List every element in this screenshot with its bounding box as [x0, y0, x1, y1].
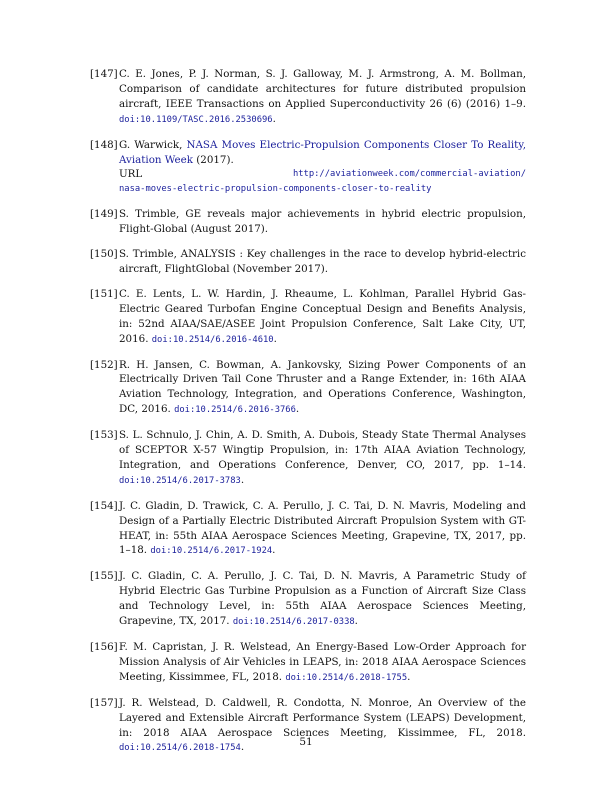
reference-text: C. E. Lents, L. W. Hardin, J. Rheaume, L. Kohlman, Parallel Hybrid Gas-Electric Geared Turbofan Engine Conceptual Design and Benefits Analysis, in: 52nd AIAA/SAE/ASEE Joint Propulsion Conference, Salt Lake City, UT, 2016. [119, 287, 526, 345]
reference-151: [151] C. E. Lents, L. W. Hardin, J. Rheaume, L. Kohlman, Parallel Hybrid Gas-Electric Geared Turbofan Engine Conceptual Design and Benefits Analysis, in: 52nd AIAA/SAE/ASEE Joint Propulsion Conference, Salt Lake City, UT, 2016. doi:10.2514/6.2016-4610. [90, 287, 526, 345]
reference-number: [152] [90, 358, 118, 371]
reference-text: F. M. Capristan, J. R. Welstead, An Energy-Based Low-Order Approach for Mission Analysis of Air Vehicles in LEAPS, in: 2018 AIAA Aerospace Sciences Meeting, Kissimmee, FL, 2018. [119, 641, 526, 683]
reference-number: [157] [90, 696, 118, 709]
reference-number: [156] [90, 641, 118, 653]
reference-text: S. Trimble, GE reveals major achievements in hybrid electric propulsion, Flight-Global (August 2017). [119, 208, 526, 236]
title-link[interactable]: NASA Moves Electric-Propulsion Components Closer To Reality, Aviation Week [119, 138, 526, 166]
reference-number: [148] [90, 138, 118, 151]
reference-number: [147] [90, 68, 118, 80]
reference-text: J. C. Gladin, D. Trawick, C. A. Perullo, J. C. Tai, D. N. Mavris, Modeling and Design of a Partially Electric Distributed Aircraft Propulsion System with GT-HEAT, in: 55th AIAA Aerospace Sciences Meeting, Grapevine, TX, 2017, pp. 1–18. [119, 499, 526, 557]
doi-link[interactable]: doi:10.1109/TASC.2016.2530696 [119, 114, 273, 125]
reference-text: S. Trimble, ANALYSIS : Key challenges in the race to develop hybrid-electric aircraft, FlightGlobal (November 2017). [119, 248, 526, 275]
reference-157: [157] J. R. Welstead, D. Caldwell, R. Condotta, N. Monroe, An Overview of the Layered and Extensible Aircraft Performance System (LEAPS) Development, in: 2018 AIAA Aerospace Sciences Meeting, Kissimmee, FL, 2018. doi:10.2514/6.2018-1754. [90, 696, 526, 754]
reference-148 [90, 138, 526, 198]
url-link-part1[interactable]: http://aviationweek.com/commercial-aviation/ [292, 169, 526, 180]
url-line [119, 167, 526, 182]
reference-list [90, 67, 526, 766]
reference-number: [149] [90, 208, 118, 221]
reference-number: [151] [90, 287, 118, 300]
doi-link[interactable]: doi:10.2514/6.2017-0338 [232, 617, 355, 628]
doi-link[interactable]: doi:10.2514/6.2018-1754 [119, 743, 241, 754]
reference-149 [90, 207, 526, 237]
reference-author: G. Warwick, [119, 138, 187, 151]
doi-link[interactable]: doi:10.2514/6.2016-4610 [151, 334, 274, 345]
reference-year: (2017). [192, 153, 234, 166]
reference-number: [154] [90, 499, 118, 512]
reference-147: [147] C. E. Jones, P. J. Norman, S. J. Galloway, M. J. Armstrong, A. M. Bollman, Comparison of candidate architectures for future distributed propulsion aircraft, IEEE Transactions on Applied Superconductivity 26 (6) (2016) 1–9. doi:10.1109/TASC.2016.2530696. [90, 68, 526, 125]
reference-text: S. L. Schnulo, J. Chin, A. D. Smith, A. Dubois, Steady State Thermal Analyses of SCEPTOR X-57 Wingtip Propulsion, in: 17th AIAA Aviation Technology, Integration, and Operations Conference, Denver, CO, 2017, pp. 1–14. [119, 429, 526, 471]
reference-152: [152] R. H. Jansen, C. Bowman, A. Jankovsky, Sizing Power Components of an Electrically Driven Tail Cone Thruster and a Range Extender, in: 16th AIAA Aviation Technology, Integration, and Operations Conference, Washington, DC, 2016. doi:10.2514/6.2016-3766. [90, 358, 526, 416]
reference-text: C. E. Jones, P. J. Norman, S. J. Galloway, M. J. Armstrong, A. M. Bollman, Comparison of candidate architectures for future distributed propulsion aircraft, IEEE Transactions on Applied Superconductivity 26 (6) (2016) 1–9. [119, 68, 526, 110]
reference-number: [150] [90, 248, 118, 261]
reference-150 [90, 247, 526, 277]
reference-153: [153] S. L. Schnulo, J. Chin, A. D. Smith, A. Dubois, Steady State Thermal Analyses of SCEPTOR X-57 Wingtip Propulsion, in: 17th AIAA Aviation Technology, Integration, and Operations Conference, Denver, CO, 2017, pp. 1–14. doi:10.2514/6.2017-3783. [90, 429, 526, 486]
page-number: 51 [299, 736, 313, 748]
doi-link[interactable]: doi:10.2514/6.2018-1755 [285, 672, 408, 683]
url-label: URL [119, 168, 143, 181]
reference-155: [155] J. C. Gladin, C. A. Perullo, J. C. Tai, D. N. Mavris, A Parametric Study of Hybrid Electric Gas Turbine Propulsion as a Function of Aircraft Size Class and Technology Level, in: 55th AIAA Aerospace Sciences Meeting, Grapevine, TX, 2017. doi:10.2514/6.2017-0338. [90, 570, 526, 628]
reference-text: J. C. Gladin, C. A. Perullo, J. C. Tai, D. N. Mavris, A Parametric Study of Hybrid Electric Gas Turbine Propulsion as a Function of Aircraft Size Class and Technology Level, in: 55th AIAA Aerospace Sciences Meeting, Grapevine, TX, 2017. [119, 570, 526, 628]
doi-link[interactable]: doi:10.2514/6.2017-3783 [119, 475, 241, 486]
reference-number: [155] [90, 570, 118, 583]
doi-link[interactable]: doi:10.2514/6.2017-1924 [150, 546, 273, 557]
reference-number: [153] [90, 429, 118, 442]
reference-text: J. R. Welstead, D. Caldwell, R. Condotta, N. Monroe, An Overview of the Layered and Extensible Aircraft Performance System (LEAPS) Development, in: 2018 AIAA Aerospace Sciences Meeting, Kissimmee, FL, 2018. [119, 696, 526, 739]
reference-156: [156] F. M. Capristan, J. R. Welstead, An Energy-Based Low-Order Approach for Mission Analysis of Air Vehicles in LEAPS, in: 2018 AIAA Aerospace Sciences Meeting, Kissimmee, FL, 2018. doi:10.2514/6.2018-1755. [90, 641, 526, 683]
doi-link[interactable]: doi:10.2514/6.2016-3766 [174, 405, 296, 416]
reference-154: [154] J. C. Gladin, D. Trawick, C. A. Perullo, J. C. Tai, D. N. Mavris, Modeling and Design of a Partially Electric Distributed Aircraft Propulsion System with GT-HEAT, in: 55th AIAA Aerospace Sciences Meeting, Grapevine, TX, 2017, pp. 1–18. doi:10.2514/6.2017-1924. [90, 499, 526, 557]
reference-text: R. H. Jansen, C. Bowman, A. Jankovsky, Sizing Power Components of an Electrically Driven Tail Cone Thruster and a Range Extender, in: 16th AIAA Aviation Technology, Integration, and Operations Conference, Washington, DC, 2016. [119, 358, 526, 416]
url-link-part2[interactable]: nasa-moves-electric-propulsion-components-closer-to-reality [119, 184, 432, 195]
